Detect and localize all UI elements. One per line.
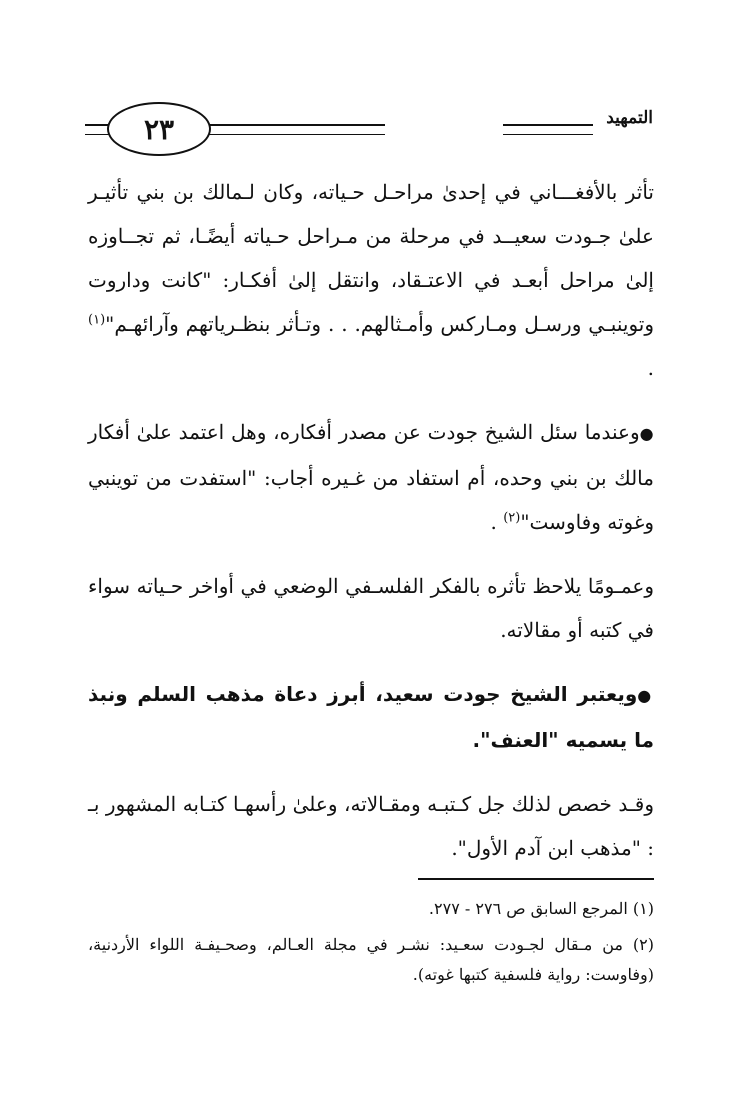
bullet-icon: ● xyxy=(637,686,655,705)
page-header xyxy=(85,100,653,160)
running-title: التمهيد xyxy=(606,108,653,128)
paragraph-1-end: . xyxy=(647,356,654,380)
paragraph-1 xyxy=(88,170,654,390)
paragraph-4-text: ويعتبر الشيخ جودت سعيد، أبرز دعاة مذهب السلم ونبذ ما يسميه "العنف". xyxy=(88,682,654,752)
paragraph-2 xyxy=(88,410,654,544)
paragraph-2-text: وعندما سئل الشيخ جودت عن مصدر أفكاره، وهل اعتمد علىٰ أفكار مالك بن بني وحده، أم استفاد من غـيره أجاب: "استفدت من توينبي وغوته وفاوست" xyxy=(88,420,654,534)
footnote-ref-1: (١) xyxy=(88,312,106,328)
main-text xyxy=(88,170,654,890)
paragraph-3: وعمـومًا يلاحظ تأثره بالفكر الفلسـفي الوضعي في أواخر حـياته سواء في كتبه أو مقالاته. xyxy=(88,574,654,642)
bullet-icon: ● xyxy=(639,424,655,443)
footnote-2: (٢) من مـقال لجـودت سعـيد: نشـر في مجلة العـالم، وصحـيفـة اللواء الأردنية، (وفاوست: رواية فلسفية كتبها غوته). xyxy=(88,935,654,984)
footnote-ref-2: (٢) xyxy=(503,510,521,526)
header-rule-right xyxy=(503,124,593,135)
footnote-1: (١) المرجع السابق ص ٢٧٦ - ٢٧٧. xyxy=(428,899,654,918)
paragraph-5: وقـد خصص لذلك جل كـتبـه ومقـالاته، وعلىٰ رأسهـا كتـابه المشهور بـ : "مذهب ابن آدم الأول". xyxy=(88,792,654,860)
paragraph-4 xyxy=(88,672,654,762)
page-number: ٢٣ xyxy=(107,102,211,156)
paragraph-1-text: تأثر بالأفغـــاني في إحدىٰ مراحـل حـياته، وكان لـمالك بن بني تأثيـر علىٰ جـودت سعيــد في مرحلة من مـراحل حـياته أيضًـا، ثم تجــاوزه إلىٰ مراحل أبعـد في الاعتـقاد، وانتقل إلىٰ أفكـار: "كانت وداروت وتوينبـي ورسـل ومـاركس وأمـثالهم. . . وتـأثر بنظـرياتهم وآرائهـم" xyxy=(88,180,654,336)
footnote-separator xyxy=(418,878,654,880)
footnotes xyxy=(88,894,654,996)
paragraph-2-end: . xyxy=(490,510,497,534)
